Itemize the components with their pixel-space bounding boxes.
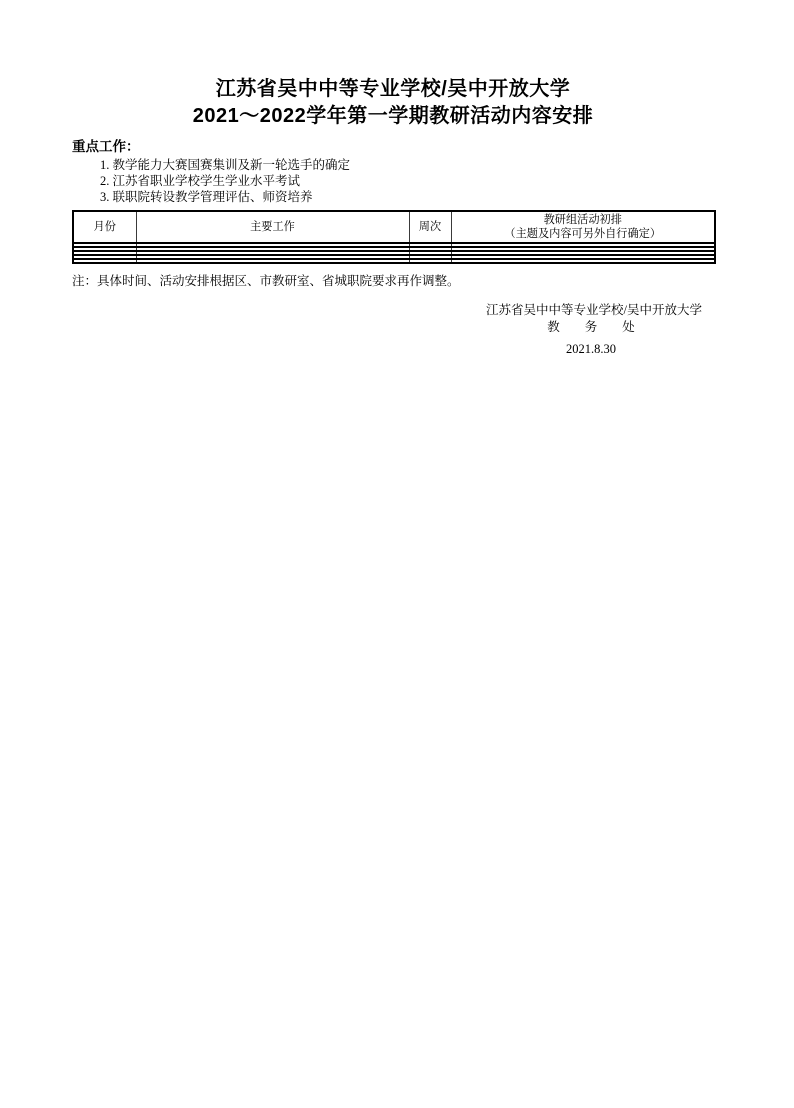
signature-date: 2021.8.30	[566, 342, 616, 356]
document-title-line2: 2021～2022学年第一学期教研活动内容安排	[192, 105, 594, 127]
footnote: 注：具体时间、活动安排根据区、市教研室、省城职院要求再作调整。	[72, 274, 460, 288]
section-divider-row	[73, 259, 715, 263]
header-activity-line2: （主题及内容可另外自行确定）	[504, 228, 662, 240]
section-divider-cell	[451, 259, 715, 263]
schedule-table	[72, 210, 716, 264]
header-main-work: 主要工作	[136, 211, 409, 243]
signature-block	[480, 302, 702, 357]
section-divider-cell	[136, 259, 409, 263]
header-activity	[451, 211, 715, 243]
header-month: 月份	[73, 211, 136, 243]
header-week: 周次	[409, 211, 451, 243]
section-divider-cell	[73, 259, 136, 263]
key-work-item: 3. 联职院转设教学管理评估、师资培养	[100, 190, 313, 204]
key-work-list	[100, 157, 714, 205]
table-header-row	[73, 211, 715, 243]
header-activity-line1: 教研组活动初排	[543, 214, 622, 226]
key-work-heading: 重点工作：	[72, 139, 140, 154]
signature-org: 江苏省吴中中等专业学校/吴中开放大学	[486, 303, 702, 317]
key-work-item: 2. 江苏省职业学校学生学业水平考试	[100, 174, 301, 188]
section-divider-cell	[409, 259, 451, 263]
document-title-line1: 江苏省吴中中等专业学校/吴中开放大学	[215, 78, 571, 100]
signature-dept: 教 务 处	[547, 320, 635, 334]
key-work-item: 1. 教学能力大赛国赛集训及新一轮选手的确定	[100, 158, 351, 172]
